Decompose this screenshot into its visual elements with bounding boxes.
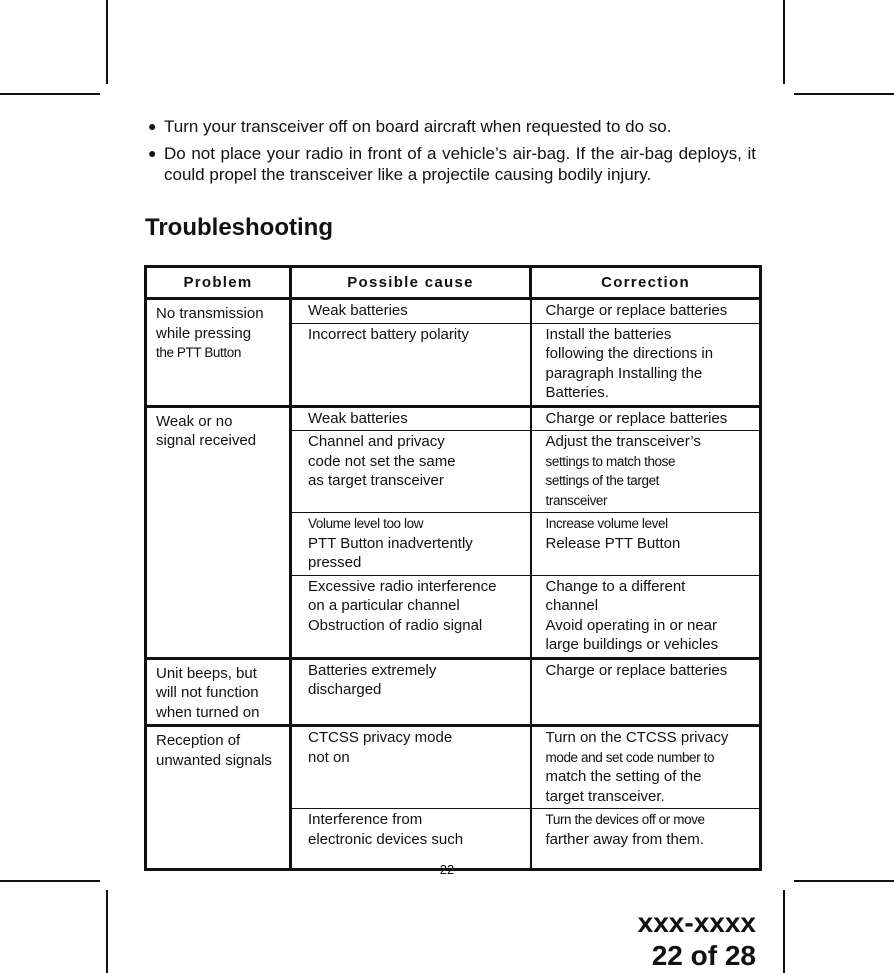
cause-cell <box>291 575 531 658</box>
cell-line: Batteries. <box>545 384 609 401</box>
cell-line: Channel and privacy <box>308 433 445 450</box>
correction-cell <box>531 658 761 726</box>
table-header-row <box>146 267 761 299</box>
correction-cell <box>531 323 761 406</box>
page-of-count: 22 of 28 <box>651 940 756 971</box>
cell-line: Interference from <box>308 811 423 828</box>
cell-line: when turned on <box>156 703 260 721</box>
crop-mark-bottom-right-vertical <box>783 890 785 973</box>
bullet-text: Do not place your radio in front of a vehicle’s air-bag. If the air-bag deploys, it could propel the transceiver like a projectile causing bodily injury. <box>164 144 756 184</box>
cell-line: transceiver <box>545 492 608 508</box>
crop-mark-top-left-vertical <box>106 0 108 84</box>
correction-cell <box>531 513 761 576</box>
cell-line: settings to match those <box>545 453 676 469</box>
cause-cell <box>291 513 531 576</box>
cell-line: Weak or no <box>156 412 233 430</box>
cell-line: Charge or replace batteries <box>545 409 728 427</box>
cell-line: large buildings or vehicles <box>545 636 719 653</box>
cell-line: farther away from them. <box>545 830 704 848</box>
cell-line: settings of the target <box>545 473 660 488</box>
problem-cell <box>146 299 291 407</box>
table-row <box>146 658 761 726</box>
page-number: 22 <box>439 862 455 877</box>
crop-mark-bottom-left-vertical <box>106 890 108 973</box>
cell-line: Weak batteries <box>308 409 408 427</box>
bullet-item <box>146 143 756 185</box>
table-row <box>146 726 761 809</box>
cell-line: not on <box>308 748 350 766</box>
cell-line: discharged <box>308 681 382 698</box>
cause-cell <box>291 809 531 870</box>
bullet-dot-icon: ● <box>148 118 157 134</box>
crop-mark-bottom-left-horizontal <box>0 880 100 882</box>
cell-line: Obstruction of radio signal <box>308 616 483 634</box>
crop-mark-top-right-vertical <box>783 0 785 84</box>
cause-cell <box>291 431 531 513</box>
cell-line: code not set the same <box>308 452 456 470</box>
correction-cell <box>531 299 761 324</box>
cell-line: Volume level too low <box>308 516 424 531</box>
cell-line: target transceiver. <box>545 787 665 805</box>
cell-line: channel <box>545 597 599 614</box>
cell-line: Incorrect battery polarity <box>308 325 469 343</box>
bullet-text: Turn your transceiver off on board aircraft when requested to do so. <box>164 117 672 136</box>
cell-line: Release PTT Button <box>545 534 681 552</box>
cell-line: following the directions in <box>545 345 714 362</box>
crop-mark-top-left-horizontal <box>0 93 100 95</box>
header-correction: Correction <box>531 267 761 299</box>
crop-mark-top-right-horizontal <box>794 93 894 95</box>
cell-line: unwanted signals <box>156 751 272 769</box>
cell-line: the PTT Button <box>156 345 241 360</box>
bullet-dot-icon: ● <box>148 145 157 161</box>
cell-line: Weak batteries <box>308 302 408 319</box>
cell-line: electronic devices such <box>308 830 464 848</box>
cell-line: Increase volume level <box>545 516 668 531</box>
bullet-item <box>146 116 756 137</box>
cell-line: CTCSS privacy mode <box>308 729 453 746</box>
crop-mark-bottom-right-horizontal <box>794 880 894 882</box>
problem-cell <box>146 658 291 726</box>
cause-cell <box>291 323 531 406</box>
cause-cell <box>291 406 531 431</box>
cell-line: Turn on the CTCSS privacy <box>545 729 729 746</box>
cell-line: will not function <box>156 684 259 701</box>
cause-cell <box>291 299 531 324</box>
cell-line: Install the batteries <box>545 325 672 343</box>
cell-line: pressed <box>308 554 362 571</box>
header-problem: Problem <box>146 267 291 299</box>
correction-cell <box>531 575 761 658</box>
cell-line: signal received <box>156 432 257 449</box>
cell-line: Change to a different <box>545 577 686 595</box>
cell-line: mode and set code number to <box>545 749 715 765</box>
cell-line: Turn the devices off or move <box>545 812 705 827</box>
cell-line: No transmission <box>156 305 264 322</box>
troubleshooting-table <box>144 265 762 871</box>
safety-bullet-list <box>146 116 756 191</box>
correction-cell <box>531 431 761 513</box>
footer-block <box>638 906 756 972</box>
cell-line: Charge or replace batteries <box>545 661 728 679</box>
cell-line: Avoid operating in or near <box>545 616 718 634</box>
cell-line: Adjust the transceiver’s <box>545 433 701 450</box>
cause-cell <box>291 726 531 809</box>
document-code: xxx-xxxx <box>637 907 756 938</box>
cell-line: Unit beeps, but <box>156 664 257 682</box>
problem-cell <box>146 726 291 870</box>
cell-line: Charge or replace batteries <box>545 302 728 319</box>
cell-line: on a particular channel <box>308 597 460 614</box>
table-row <box>146 406 761 431</box>
cell-line: paragraph Installing the <box>545 364 703 382</box>
section-heading: Troubleshooting <box>145 214 333 241</box>
cell-line: as target transceiver <box>308 472 444 489</box>
cell-line: Excessive radio interference <box>308 577 497 595</box>
cell-line: Reception of <box>156 732 241 749</box>
correction-cell <box>531 726 761 809</box>
header-possible-cause: Possible cause <box>291 267 531 299</box>
table-row <box>146 299 761 324</box>
problem-cell <box>146 406 291 658</box>
cause-cell <box>291 658 531 726</box>
cell-line: while pressing <box>156 324 252 342</box>
correction-cell <box>531 809 761 870</box>
correction-cell <box>531 406 761 431</box>
cell-line: match the setting of the <box>545 768 702 785</box>
cell-line: Batteries extremely <box>308 661 437 679</box>
cell-line: PTT Button inadvertently <box>308 534 473 552</box>
